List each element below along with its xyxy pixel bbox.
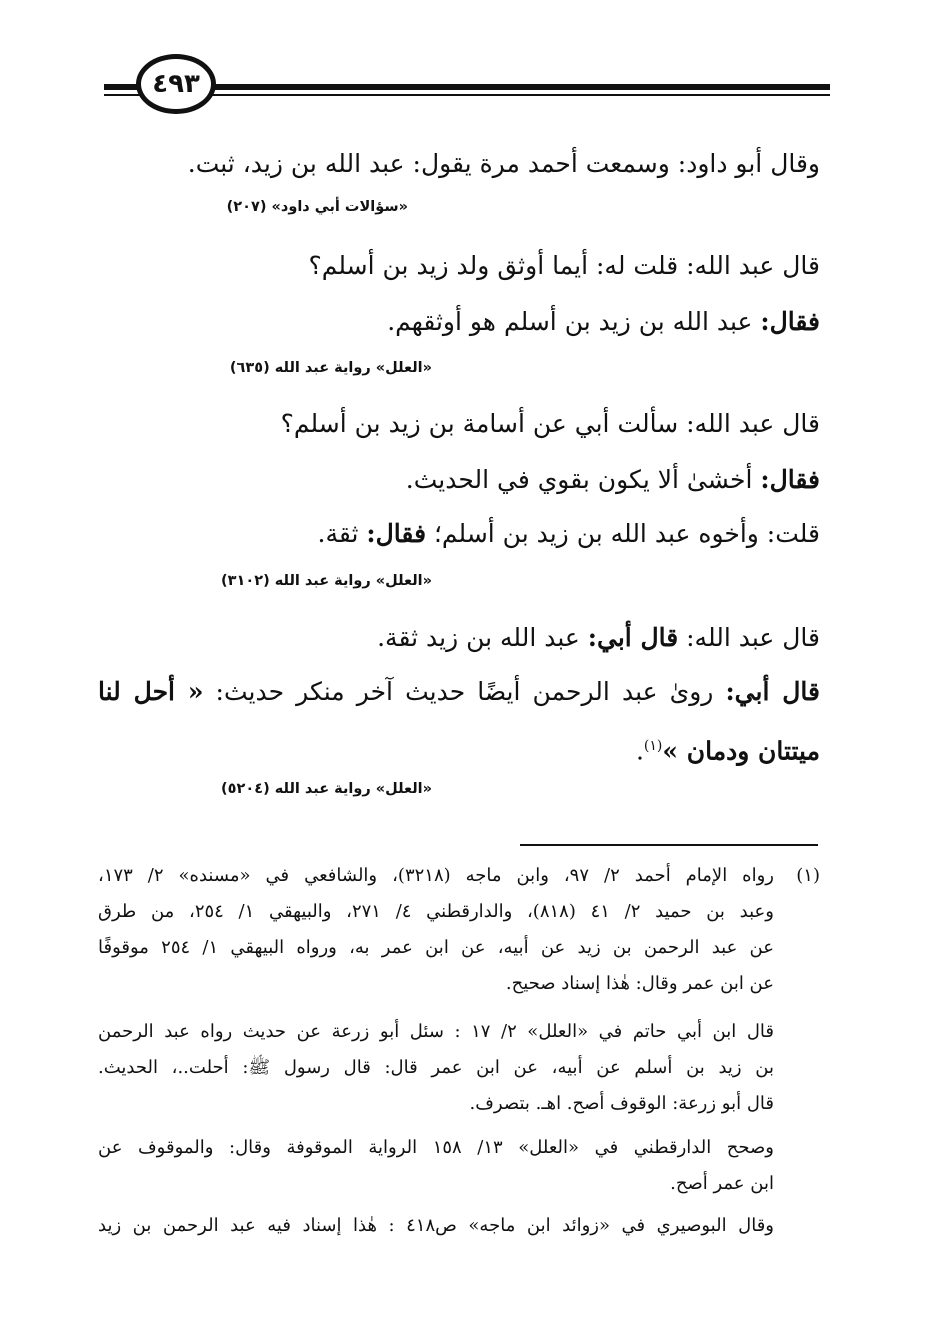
source-citation-3: «العلل» رواية عبد الله (٣١٠٢) — [221, 573, 432, 589]
paragraph-8 — [98, 674, 820, 710]
footnote-line-4: عن ابن عمر وقال: هٰذا إسناد صحيح. — [505, 973, 774, 994]
speaker-label: قال أبي: — [725, 677, 820, 706]
footnote-line-9: ابن عمر أصح. — [670, 1173, 774, 1194]
paragraph-4: قال عبد الله: سألت أبي عن أسامة بن زيد بن أسلم؟ — [280, 409, 820, 438]
paragraph-7 — [104, 620, 820, 656]
footnote-line-3: عن عبد الرحمن بن زيد عن أبيه، عن ابن عمر به، ورواه البيهقي ١/ ٢٥٤ موقوفًا — [98, 937, 774, 958]
page-number-badge — [136, 54, 216, 114]
hadith-quote-start: « أحل لنا — [98, 677, 204, 706]
footnote-line-6: بن زيد بن أسلم عن أبيه، عن ابن عمر قال: قال رسول ﷺ: أحلت..، الحديث. — [98, 1057, 775, 1078]
source-citation-1: «سؤالات أبي داود» (٢٠٧) — [226, 199, 408, 215]
footnote-reference[interactable]: (١) — [643, 738, 663, 754]
footnote-separator — [520, 844, 818, 846]
footnote-line-1: رواه الإمام أحمد ٢/ ٩٧، وابن ماجه (٣٢١٨)، والشافعي في «مسنده» ٢/ ١٧٣، — [98, 865, 774, 886]
footnote-line-10: وقال البوصيري في «زوائد ابن ماجه» ص٤١٨ : هٰذا إسناد فيه عبد الرحمن بن زيد — [98, 1215, 774, 1236]
footnote-line-5: قال ابن أبي حاتم في «العلل» ٢/ ١٧ : سئل أبو زرعة عن حديث رواه عبد الرحمن — [98, 1021, 774, 1042]
paragraph-8-text: رویٰ عبد الرحمن أيضًا حديث آخر منكر حديث: — [203, 677, 726, 706]
paragraph-7-text-a: قال عبد الله: — [678, 623, 820, 652]
paragraph-3 — [104, 304, 820, 340]
paragraph-5-text: أخشىٰ ألا يكون بقوي في الحديث. — [405, 465, 761, 494]
paragraph-3-text: عبد الله بن زيد بن أسلم هو أوثقهم. — [387, 307, 761, 336]
speaker-label: فقال: — [760, 307, 820, 336]
paragraph-1: وقال أبو داود: وسمعت أحمد مرة يقول: عبد الله بن زيد، ثبت. — [187, 149, 820, 178]
paragraph-6 — [104, 516, 820, 552]
footnote-line-7: قال أبو زرعة: الوقوف أصح. اهـ. بتصرف. — [469, 1093, 774, 1114]
footnote-line-8: وصحح الدارقطني في «العلل» ١٣/ ١٥٨ الرواية الموقوفة وقال: والموقوف عن — [98, 1137, 774, 1158]
paragraph-9-end: . — [635, 736, 644, 766]
paragraph-7-text-b: عبد الله بن زيد ثقة. — [377, 623, 588, 652]
paragraph-9 — [104, 728, 820, 769]
paragraph-2: قال عبد الله: قلت له: أيما أوثق ولد زيد بن أسلم؟ — [308, 251, 820, 280]
footnote-marker: (١) — [796, 865, 820, 886]
speaker-label: فقال: — [366, 519, 427, 548]
footnote-line-2: وعبد بن حميد ٢/ ٤١ (٨١٨)، والدارقطني ٤/ ٢٧١، والبيهقي ١/ ٢٥٤، من طرق — [98, 901, 774, 922]
paragraph-6-text-b: ثقة. — [317, 519, 367, 548]
hadith-quote-end: ميتتان ودمان » — [662, 736, 820, 766]
source-citation-4: «العلل» رواية عبد الله (٥٢٠٤) — [221, 781, 432, 797]
paragraph-5 — [104, 462, 820, 498]
speaker-label: قال أبي: — [587, 623, 679, 652]
source-citation-2: «العلل» رواية عبد الله (٦٣٥) — [229, 360, 432, 376]
speaker-label: فقال: — [760, 465, 820, 494]
page-number: ٤٩٣ — [152, 69, 200, 99]
paragraph-6-text-a: قلت: وأخوه عبد الله بن زيد بن أسلم؛ — [426, 519, 820, 548]
